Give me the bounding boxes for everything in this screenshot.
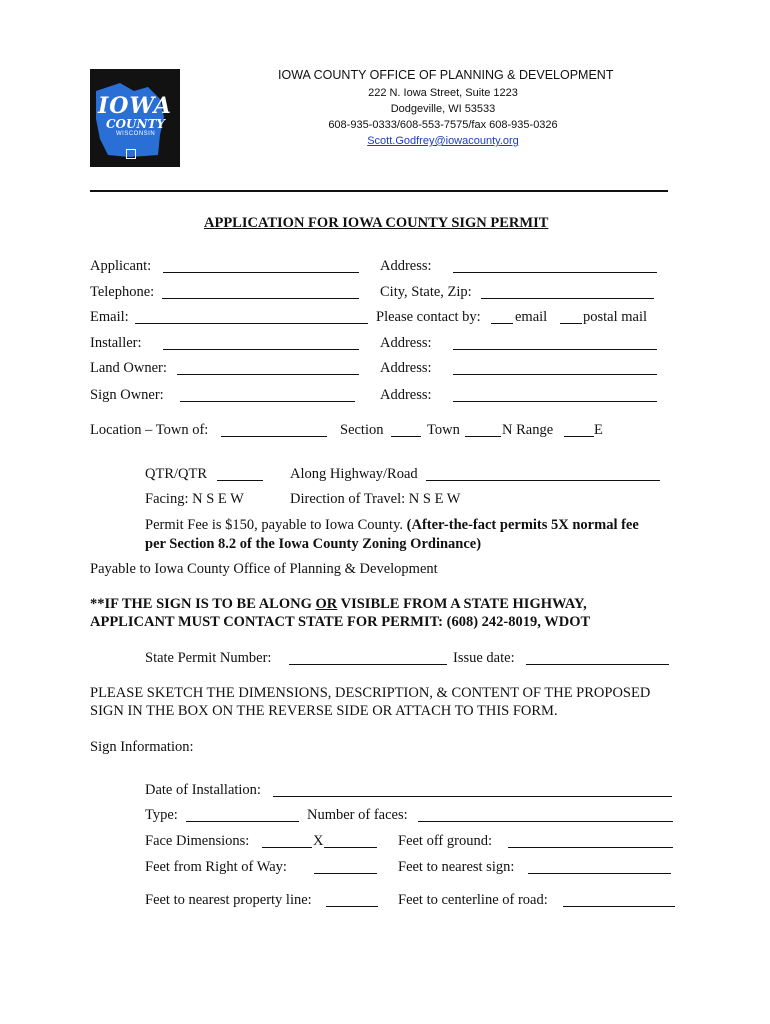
address2-label: Address: <box>380 335 432 351</box>
direction-options[interactable]: Direction of Travel: N S E W <box>290 491 461 507</box>
fee-text: Permit Fee is $150, payable to Iowa County. <box>145 517 404 533</box>
face-height-field[interactable] <box>324 835 377 848</box>
faces-label: Number of faces: <box>307 807 408 823</box>
address4-field[interactable] <box>453 389 657 402</box>
town-field[interactable] <box>465 424 501 437</box>
land-owner-field[interactable] <box>177 362 359 375</box>
office-email-link[interactable]: Scott.Godfrey@iowacounty.org <box>367 135 519 147</box>
town-label: Town <box>427 422 460 438</box>
date-install-field[interactable] <box>273 784 672 797</box>
town-of-field[interactable] <box>221 424 327 437</box>
date-install-label: Date of Installation: <box>145 782 261 798</box>
section-label: Section <box>340 422 384 438</box>
section-field[interactable] <box>391 424 421 437</box>
feet-ground-field[interactable] <box>508 835 673 848</box>
logo-text-wisconsin: WISCONSIN <box>116 131 156 137</box>
applicant-label: Applicant: <box>90 258 152 274</box>
state-notice-part-a: **IF THE SIGN IS TO BE ALONG <box>90 596 316 612</box>
city-state-zip-label: City, State, Zip: <box>380 284 472 300</box>
city-state-zip-field[interactable] <box>481 286 654 299</box>
iowa-county-logo <box>90 69 180 167</box>
n-range-label: N Range <box>502 422 554 438</box>
office-phone: 608-935-0333/608-553-7575/fax 608-935-0326 <box>328 119 558 131</box>
address1-label: Address: <box>380 258 432 274</box>
state-notice-or: OR <box>315 596 338 612</box>
header-divider <box>90 190 668 192</box>
along-highway-field[interactable] <box>426 468 660 481</box>
feet-row-field[interactable] <box>314 861 377 874</box>
office-name: IOWA COUNTY OFFICE OF PLANNING & DEVELOPMENT <box>278 68 614 82</box>
land-owner-label: Land Owner: <box>90 360 167 376</box>
face-dims-x: X <box>313 833 324 849</box>
face-width-field[interactable] <box>262 835 312 848</box>
type-field[interactable] <box>186 809 299 822</box>
contact-by-label: Please contact by: <box>376 309 481 325</box>
qtr-field[interactable] <box>217 468 263 481</box>
feet-sign-label: Feet to nearest sign: <box>398 859 515 875</box>
facing-options[interactable]: Facing: N S E W <box>145 491 244 507</box>
sign-info-heading: Sign Information: <box>90 739 194 755</box>
feet-sign-field[interactable] <box>528 861 671 874</box>
state-permit-label: State Permit Number: <box>145 650 272 666</box>
address3-field[interactable] <box>453 362 657 375</box>
feet-row-label: Feet from Right of Way: <box>145 859 287 875</box>
telephone-field[interactable] <box>162 286 359 299</box>
state-notice-line1 <box>90 596 587 613</box>
office-city: Dodgeville, WI 53533 <box>390 103 496 115</box>
state-permit-field[interactable] <box>289 652 447 665</box>
email-label: Email: <box>90 309 129 325</box>
feet-ground-label: Feet off ground: <box>398 833 492 849</box>
office-street: 222 N. Iowa Street, Suite 1223 <box>368 87 518 99</box>
sign-owner-label: Sign Owner: <box>90 387 164 403</box>
feet-centerline-field[interactable] <box>563 894 675 907</box>
address2-field[interactable] <box>453 337 657 350</box>
feet-property-field[interactable] <box>326 894 378 907</box>
issue-date-label: Issue date: <box>453 650 515 666</box>
logo-text-iowa: IOWA <box>98 93 172 119</box>
state-notice-line2: APPLICANT MUST CONTACT STATE FOR PERMIT: (608) 242-8019, WDOT <box>90 614 591 630</box>
sign-owner-field[interactable] <box>180 389 355 402</box>
telephone-label: Telephone: <box>90 284 155 300</box>
page-title: APPLICATION FOR IOWA COUNTY SIGN PERMIT <box>204 215 549 231</box>
sketch-line1: PLEASE SKETCH THE DIMENSIONS, DESCRIPTION, & CONTENT OF THE PROPOSED <box>90 685 651 701</box>
contact-email-label: email <box>515 309 548 325</box>
range-field[interactable] <box>564 424 594 437</box>
fee-bold-1: (After-the-fact permits 5X normal fee <box>406 517 639 533</box>
issue-date-field[interactable] <box>526 652 669 665</box>
location-label: Location – Town of: <box>90 422 209 438</box>
feet-property-label: Feet to nearest property line: <box>145 892 312 908</box>
logo-text-county: COUNTY <box>106 117 165 131</box>
office-email-wrap <box>0 135 770 147</box>
face-dims-label: Face Dimensions: <box>145 833 250 849</box>
address4-label: Address: <box>380 387 432 403</box>
installer-label: Installer: <box>90 335 142 351</box>
logo-emblem-icon <box>126 149 136 159</box>
contact-postal-checkbox[interactable] <box>560 311 582 324</box>
feet-centerline-label: Feet to centerline of road: <box>398 892 548 908</box>
faces-field[interactable] <box>418 809 673 822</box>
installer-field[interactable] <box>163 337 359 350</box>
applicant-field[interactable] <box>163 260 359 273</box>
contact-postal-label: postal mail <box>583 309 648 325</box>
along-highway-label: Along Highway/Road <box>290 466 418 482</box>
address3-label: Address: <box>380 360 432 376</box>
sketch-line2: SIGN IN THE BOX ON THE REVERSE SIDE OR ATTACH TO THIS FORM. <box>90 703 558 719</box>
qtr-label: QTR/QTR <box>145 466 208 482</box>
fee-bold-2: per Section 8.2 of the Iowa County Zoning Ordinance) <box>145 536 482 552</box>
fee-line <box>145 517 639 534</box>
state-notice-part-b: VISIBLE FROM A STATE HIGHWAY, <box>337 596 587 612</box>
e-label: E <box>594 422 603 438</box>
email-field[interactable] <box>135 311 368 324</box>
contact-email-checkbox[interactable] <box>491 311 513 324</box>
address1-field[interactable] <box>453 260 657 273</box>
payable-text: Payable to Iowa County Office of Planning & Development <box>90 561 438 577</box>
type-label: Type: <box>145 807 178 823</box>
